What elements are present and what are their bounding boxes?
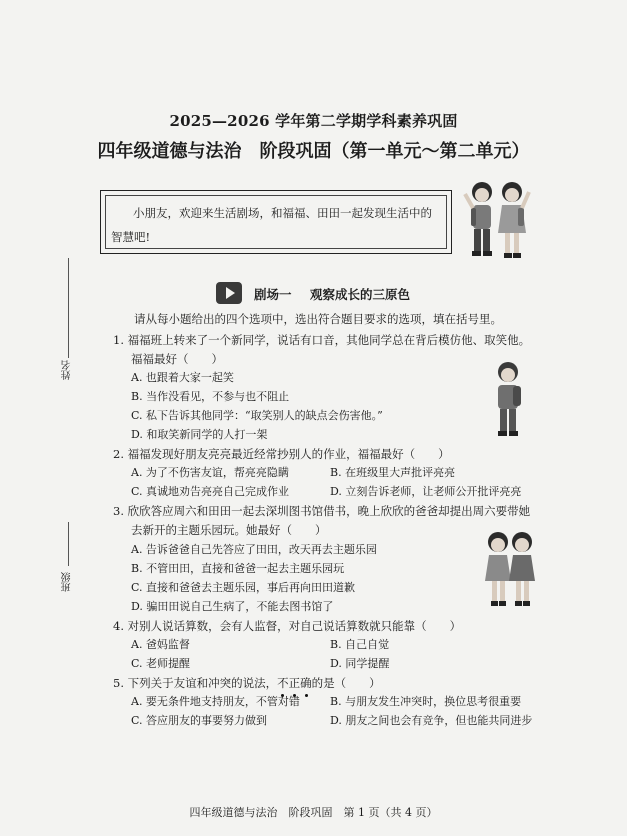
girls-illustration — [484, 530, 536, 608]
q1-option-d: D. 和取笑新同学的人打一架 — [131, 428, 268, 441]
q2-option-b: B. 在班级里大声批评亮亮 — [330, 466, 456, 479]
q4-option-a: A. 爸妈监督 — [131, 638, 190, 651]
q3-option-d: D. 骗田田说自己生病了，不能去图书馆了 — [131, 600, 334, 613]
q2-stem: 2. 福福发现好朋友亮亮最近经常抄别人的作业，福福最好（ ） — [113, 447, 450, 461]
q1-stem-line1: 1. 福福班上转来了一个新同学，说话有口音，其他同学总在背后模仿他、取笑他。 — [113, 333, 531, 347]
q1-option-a: A. 也跟着大家一起笑 — [131, 371, 234, 384]
q5-emphasis: 不正确 — [277, 674, 312, 692]
q1-option-c: C. 私下告诉其他同学：“取笑别人的缺点会伤害他。” — [131, 409, 383, 422]
q4-option-c: C. 老师提醒 — [131, 657, 191, 670]
q2-option-c: C. 真诚地劝告亮亮自己完成作业 — [131, 485, 290, 498]
q2-option-a: A. 为了不伤害友谊，帮亮亮隐瞒 — [131, 466, 289, 479]
q5-option-c: C. 答应朋友的事要努力做到 — [131, 714, 268, 727]
exam-title-line2: 四年级道德与法治 阶段巩固（第一单元～第二单元） — [97, 141, 530, 162]
q2-option-d: D. 立刻告诉老师，让老师公开批评亮亮 — [330, 485, 522, 498]
class-line — [68, 522, 69, 566]
q5-stem: 5. 下列关于友谊和冲突的说法，不正确 的是（ ） — [113, 674, 381, 692]
greeting-text: 小朋友，欢迎来生活剧场，和福福、田田一起发现生活中的智慧吧! — [111, 206, 432, 244]
q5-option-b: B. 与朋友发生冲突时，换位思考很重要 — [330, 695, 522, 708]
q4-option-b: B. 自己自觉 — [330, 638, 390, 651]
q1-stem-line2: 福福最好（ ） — [131, 352, 223, 366]
section-label: 剧场一 — [254, 287, 292, 302]
name-label: 姓名 — [62, 360, 73, 380]
q5-option-a: A. 要无条件地支持朋友，不管对错 — [131, 695, 300, 708]
exam-title-line1: 2025—2026 学年第二学期学科素养巩固 — [169, 112, 458, 130]
boy-illustration — [488, 360, 528, 438]
page-footer: 四年级道德与法治 阶段巩固 第 1 页（共 4 页） — [189, 806, 438, 819]
kids-illustration — [462, 178, 532, 264]
greeting-box — [100, 190, 452, 254]
section-title: 观察成长的三原色 — [310, 287, 411, 302]
class-label: 班级 — [62, 572, 73, 592]
q3-option-a: A. 告诉爸爸自己先答应了田田，改天再去主题乐园 — [131, 543, 377, 556]
q3-option-b: B. 不管田田，直接和爸爸一起去主题乐园玩 — [131, 562, 345, 575]
q4-stem: 4. 对别人说话算数，会有人监督，对自己说话算数就只能靠（ ） — [113, 619, 462, 633]
play-icon — [216, 282, 242, 304]
q3-stem-line2: 去新开的主题乐园玩。她最好（ ） — [131, 523, 327, 537]
q1-option-b: B. 当作没看见，不参与也不阻止 — [131, 390, 290, 403]
q3-option-c: C. 直接和爸爸去主题乐园，事后再向田田道歉 — [131, 581, 356, 594]
q3-stem-line1: 3. 欣欣答应周六和田田一起去深圳图书馆借书，晚上欣欣的爸爸却提出周六要带她 — [113, 504, 531, 518]
q5-option-d: D. 朋友之间也会有竞争，但也能共同进步 — [330, 714, 533, 727]
q4-option-d: D. 同学提醒 — [330, 657, 390, 670]
instruction: 请从每小题给出的四个选项中，选出符合题目要求的选项，填在括号里。 — [134, 312, 502, 326]
name-line — [68, 258, 69, 358]
